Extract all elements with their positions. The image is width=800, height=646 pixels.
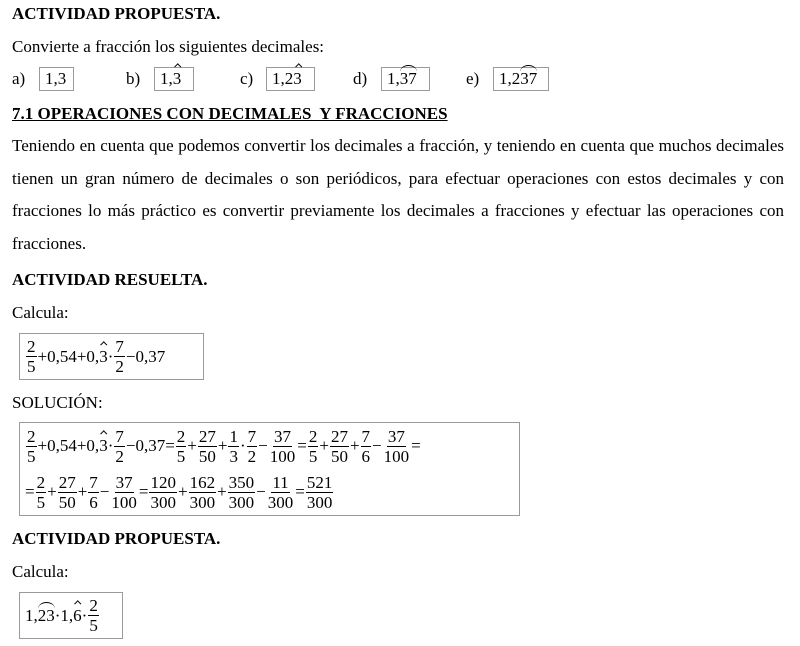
- math-text: −0,37: [125, 346, 166, 366]
- fraction: $\frac{7}{6}$: [361, 426, 371, 466]
- multiply-dot: ·: [107, 346, 114, 366]
- item-label-b: b): [126, 69, 141, 88]
- decimal-box-b: [154, 67, 194, 91]
- periodic-digit-hat: 3: [293, 69, 302, 88]
- fraction: $\frac{7}{6}$: [89, 472, 98, 512]
- fraction: $\frac{350}{300}$: [228, 472, 255, 512]
- fraction: $\frac{37}{100}$: [269, 426, 296, 466]
- fraction: $\frac{2}{5}$: [27, 426, 36, 466]
- fraction: $\frac{11}{300}$: [267, 472, 294, 512]
- math-op: =: [295, 482, 305, 501]
- solution-line-1: [20, 423, 519, 469]
- heading-actividad-propuesta-2: ACTIVIDAD PROPUESTA.: [12, 529, 221, 548]
- heading-actividad-resuelta: ACTIVIDAD RESUELTA.: [12, 270, 208, 289]
- math-op: +: [47, 482, 57, 501]
- periodic-digit-hat: 3: [99, 346, 108, 366]
- instruction-calcula-2: Calcula:: [12, 562, 69, 581]
- math-op: −: [372, 436, 382, 455]
- math-op: +: [319, 436, 329, 455]
- item-label-c: c): [240, 69, 254, 88]
- fraction: $\frac{27}{50}$: [198, 426, 216, 466]
- fraction: $\frac{7}{2}$: [115, 337, 124, 376]
- math-op: +: [217, 482, 227, 501]
- item-label-e: e): [466, 69, 480, 88]
- decimal-box-a: [39, 67, 74, 91]
- fraction: $\frac{162}{300}$: [189, 472, 216, 512]
- periodic-digits-arc: 23: [37, 605, 55, 625]
- math-text: +0,54+0,: [37, 346, 100, 366]
- instruction-calcula: Calcula:: [12, 303, 69, 322]
- fraction: $\frac{37}{100}$: [111, 472, 137, 512]
- expression-box-2: [19, 592, 123, 639]
- periodic-digit-hat: 3: [99, 436, 108, 455]
- fraction: $\frac{2}{5}$: [27, 337, 36, 376]
- fraction: $\frac{120}{300}$: [150, 472, 176, 512]
- decimal-box-c: [266, 67, 315, 91]
- fraction: $\frac{521}{300}$: [306, 472, 333, 512]
- math-op: −: [256, 482, 266, 501]
- solution-line-2: [20, 469, 519, 515]
- math-text: −0,37=: [125, 436, 175, 455]
- decimal-box-e: [493, 67, 549, 91]
- multiply-dot: ·: [107, 436, 114, 455]
- decimal-int: 1,: [45, 69, 58, 88]
- fraction: $\frac{7}{2}$: [115, 426, 124, 466]
- math-op: =: [25, 482, 35, 501]
- decimal-digits: 3: [57, 69, 67, 88]
- periodic-digit-hat: 3: [172, 69, 182, 88]
- fraction: $\frac{27}{50}$: [330, 426, 348, 466]
- fraction: $\frac{2}{5}$: [89, 596, 98, 635]
- solution-box: [19, 422, 520, 516]
- math-op: +: [217, 436, 228, 455]
- fraction: $\frac{2}{5}$: [308, 426, 318, 466]
- periodic-digits-arc: 37: [399, 69, 417, 88]
- math-text: 1,: [60, 605, 74, 625]
- fraction: $\frac{1}{3}$: [229, 426, 238, 466]
- fraction: $\frac{7}{2}$: [247, 426, 257, 466]
- math-op: −: [258, 436, 268, 455]
- heading-actividad-propuesta: ACTIVIDAD PROPUESTA.: [12, 4, 221, 23]
- item-label-d: d): [353, 69, 368, 88]
- decimal-int: 1,: [387, 69, 400, 88]
- math-op: +: [349, 436, 360, 455]
- decimal-box-d: [381, 67, 430, 91]
- math-op: +: [187, 436, 197, 455]
- fraction: $\frac{2}{5}$: [176, 426, 186, 466]
- multiply-dot: ·: [239, 436, 246, 455]
- solution-label: SOLUCIÓN:: [12, 393, 103, 412]
- section-title: 7.1 OPERACIONES CON DECIMALES Y FRACCIONES: [12, 104, 448, 123]
- multiply-dot: ·: [81, 605, 88, 625]
- math-op: +: [177, 482, 188, 501]
- decimal-int: 1,: [160, 69, 173, 88]
- math-op: −: [99, 482, 110, 501]
- fraction: $\frac{2}{5}$: [36, 472, 46, 512]
- multiply-dot: ·: [54, 605, 61, 625]
- expression-box: [19, 333, 204, 380]
- item-label-a: a): [12, 69, 26, 88]
- decimal-int: 1,2: [272, 69, 294, 88]
- fraction: $\frac{37}{100}$: [383, 426, 410, 466]
- math-op: =: [297, 436, 307, 455]
- periodic-digit-hat: 6: [73, 605, 82, 625]
- decimal-int: 1,2: [499, 69, 521, 88]
- math-op: =: [411, 436, 421, 455]
- intro-paragraph: Teniendo en cuenta que podemos convertir los decimales a fracción, y teniendo en cuenta que muchos decimales tienen un gran número de decimales o son periódicos, para efectuar operaciones con estos decimales y con fracciones lo más práctico es convertir previamente los decimales a fracciones y efectuar las operaciones con fracciones.: [12, 136, 784, 253]
- math-op: =: [138, 482, 149, 501]
- math-text: +0,54+0,: [37, 436, 100, 455]
- math-text: 1,: [25, 605, 38, 625]
- fraction: $\frac{27}{50}$: [58, 472, 76, 512]
- instruction-convierte: Convierte a fracción los siguientes decimales:: [12, 37, 325, 56]
- math-op: +: [77, 482, 88, 501]
- periodic-digits-arc: 37: [520, 69, 538, 88]
